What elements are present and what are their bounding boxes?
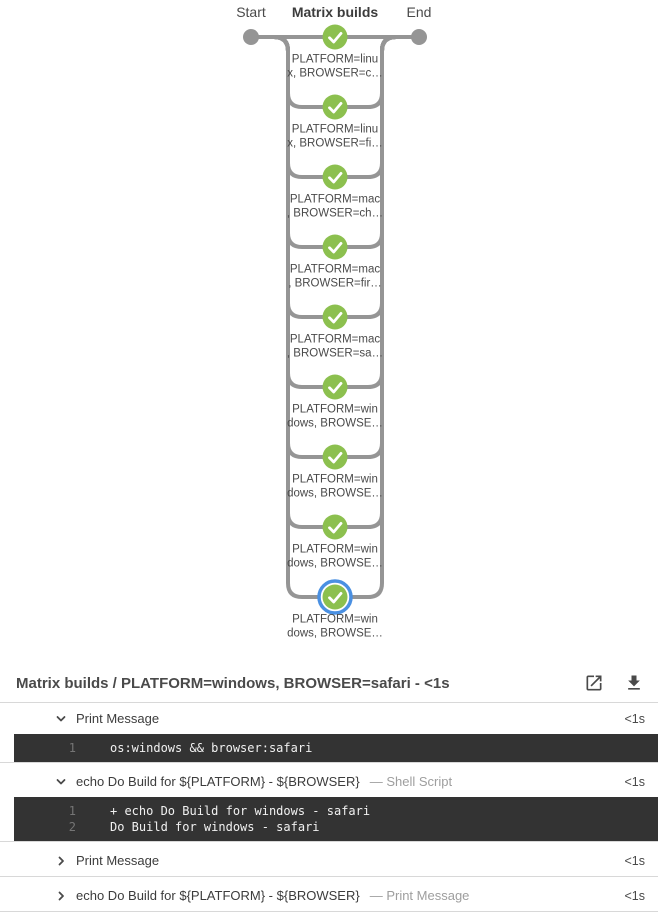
step-header[interactable] <box>0 845 658 876</box>
step-duration: <1s <box>624 774 645 789</box>
stage-label: Matrix builds <box>291 4 379 20</box>
branch-node-5[interactable] <box>287 305 383 360</box>
step-header[interactable] <box>0 703 658 734</box>
step-row <box>0 845 658 877</box>
branch-label-line1: PLATFORM=linu <box>291 123 379 136</box>
success-node-circle <box>323 375 348 400</box>
log-panel <box>0 660 658 912</box>
step-row <box>0 703 658 763</box>
check-icon <box>22 712 36 726</box>
chevron-right-icon[interactable] <box>55 855 67 867</box>
step-type-suffix: — Print Message <box>369 888 470 903</box>
line-text: + echo Do Build for windows - safari <box>110 804 371 818</box>
branch-node-2[interactable] <box>287 95 383 150</box>
branch-node-1[interactable] <box>287 25 383 80</box>
step-label: Print Message <box>76 853 160 868</box>
check-icon <box>22 889 36 903</box>
console-log <box>14 734 658 762</box>
step-row <box>0 766 658 842</box>
branch-node-3[interactable] <box>287 165 383 220</box>
step-type-suffix: — Shell Script <box>369 774 453 789</box>
step-duration: <1s <box>624 711 645 726</box>
console-line[interactable] <box>14 819 658 835</box>
success-node-circle <box>323 235 348 260</box>
line-number[interactable]: 1 <box>68 804 76 818</box>
line-text: Do Build for windows - safari <box>110 820 320 834</box>
step-header[interactable] <box>0 766 658 797</box>
branch-label-line1: PLATFORM=win <box>292 473 378 486</box>
check-icon <box>22 775 36 789</box>
success-node-circle <box>323 445 348 470</box>
chevron-down-icon[interactable] <box>55 776 67 788</box>
branch-label-line2: dows, BROWSE… <box>287 417 383 430</box>
download-icon[interactable] <box>624 673 644 693</box>
branch-label-line2: x, BROWSER=fi… <box>287 137 383 150</box>
branch-label-line1: PLATFORM=win <box>292 613 378 626</box>
branch-label-line2: dows, BROWSE… <box>287 557 383 570</box>
branch-label-line1: PLATFORM=mac <box>289 263 381 276</box>
branch-label-line1: PLATFORM=linu <box>291 53 379 66</box>
console-line[interactable] <box>14 803 658 819</box>
branch-label-line1: PLATFORM=mac <box>289 193 381 206</box>
branch-label-line2: , BROWSER=fir… <box>288 277 382 290</box>
success-node-circle <box>323 305 348 330</box>
step-header[interactable] <box>0 880 658 911</box>
branch-node-8[interactable] <box>287 515 383 570</box>
check-icon <box>22 854 36 868</box>
success-node-circle <box>323 515 348 540</box>
step-status-success <box>16 766 42 797</box>
step-list <box>0 702 658 912</box>
end-node <box>411 29 427 45</box>
branch-node-6[interactable] <box>287 375 383 430</box>
branch-label-line2: , BROWSER=ch… <box>286 207 384 220</box>
success-node-circle <box>323 95 348 120</box>
step-duration: <1s <box>624 888 645 903</box>
branch-label-line1: PLATFORM=win <box>292 403 378 416</box>
start-label: Start <box>236 4 266 20</box>
start-node <box>243 29 259 45</box>
console-line[interactable] <box>14 740 658 756</box>
log-title: Matrix builds / PLATFORM=windows, BROWSER=safari - <1s <box>16 674 450 692</box>
log-header <box>0 660 658 702</box>
step-duration: <1s <box>624 853 645 868</box>
open-in-new-window-icon[interactable] <box>584 673 604 693</box>
branch-label-line2: dows, BROWSE… <box>287 487 383 500</box>
branch-node-7[interactable] <box>287 445 383 500</box>
branch-node-4[interactable] <box>288 235 382 290</box>
end-label: End <box>406 4 432 20</box>
success-node-circle <box>323 585 348 610</box>
branch-label-line2: , BROWSER=sa… <box>286 347 384 360</box>
chevron-right-icon[interactable] <box>55 890 67 902</box>
branch-label-line2: x, BROWSER=c… <box>287 67 383 80</box>
success-node-circle <box>323 165 348 190</box>
success-node-circle <box>323 25 348 50</box>
branch-label-line1: PLATFORM=win <box>292 543 378 556</box>
line-number[interactable]: 2 <box>68 820 76 834</box>
branch-label-line1: PLATFORM=mac <box>289 333 381 346</box>
branch-label-line2: dows, BROWSE… <box>287 627 383 640</box>
step-status-success <box>16 880 42 911</box>
step-label: Print Message <box>76 711 160 726</box>
step-label: echo Do Build for ${PLATFORM} - ${BROWSER} <box>76 888 360 903</box>
console-log <box>14 797 658 841</box>
step-status-success <box>16 703 42 734</box>
line-number[interactable]: 1 <box>68 741 76 755</box>
line-text: os:windows && browser:safari <box>110 741 313 755</box>
step-row <box>0 880 658 912</box>
branch-node-9[interactable] <box>287 581 383 640</box>
chevron-down-icon[interactable] <box>55 713 67 725</box>
step-label: echo Do Build for ${PLATFORM} - ${BROWSER} <box>76 774 360 789</box>
step-status-success <box>16 845 42 876</box>
